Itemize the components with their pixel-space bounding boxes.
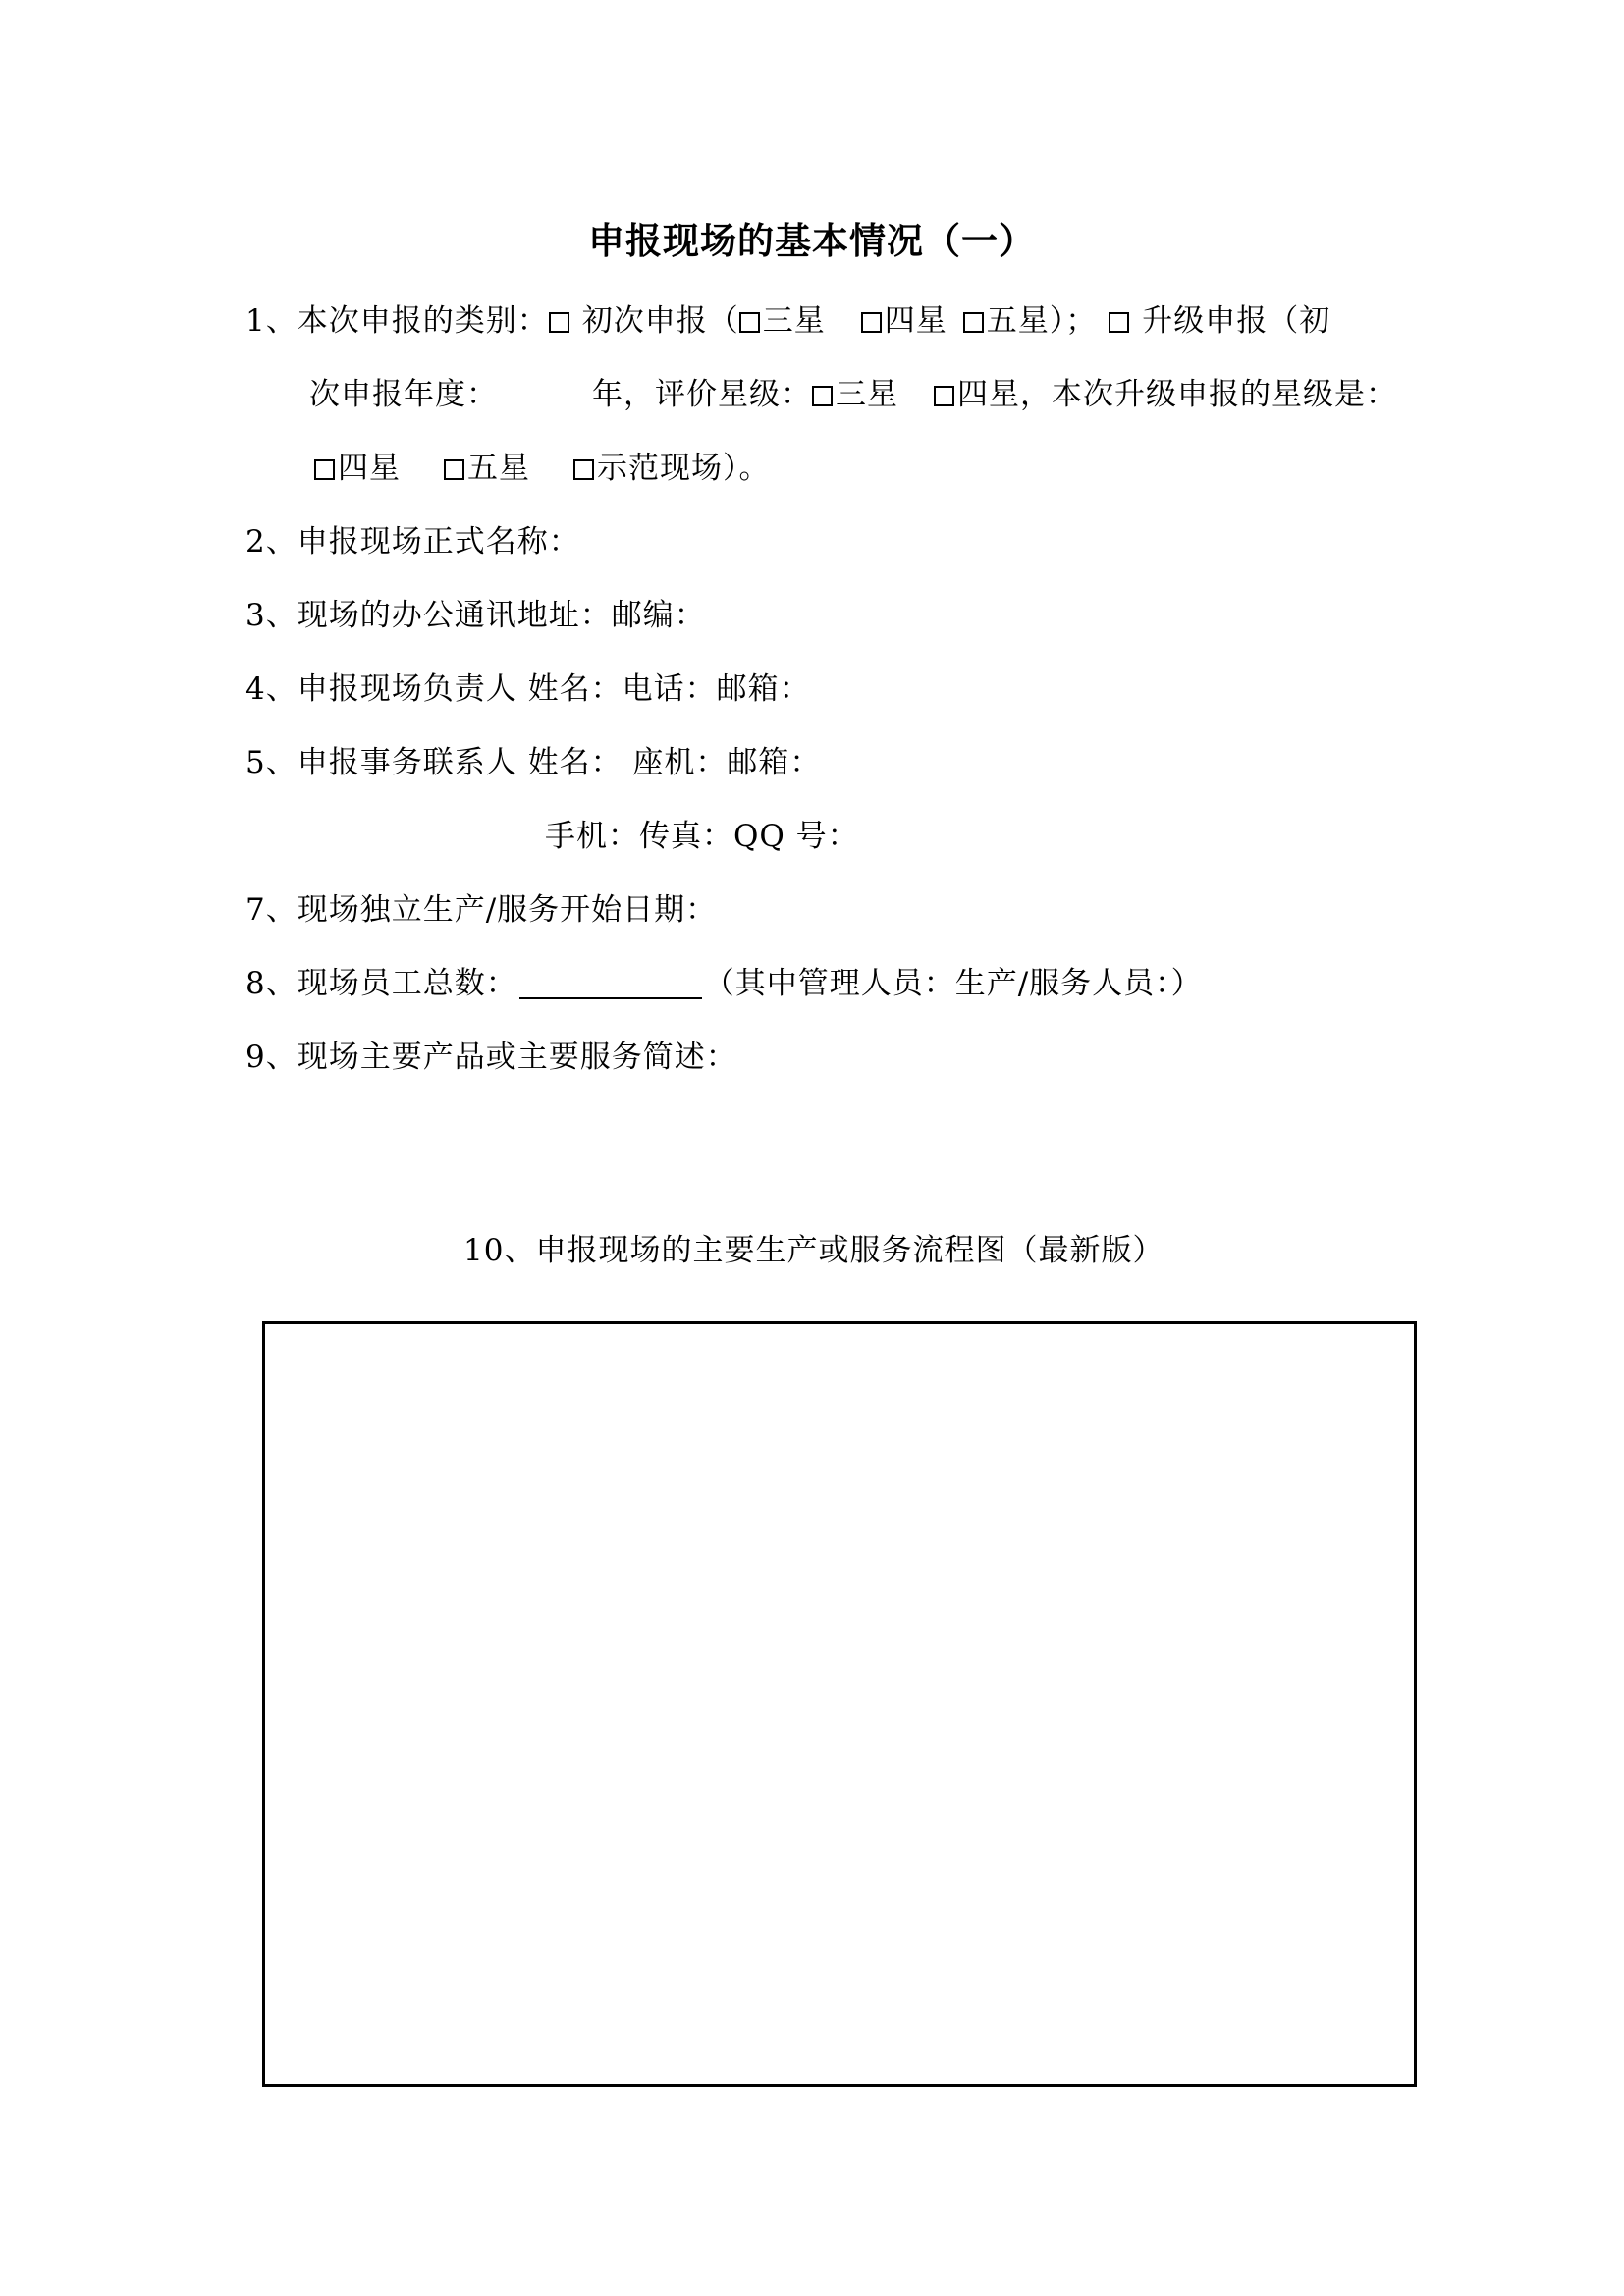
checkbox-upgrade-star5[interactable] [444,459,464,480]
item5-contact-line2: 手机：传真：QQ 号： [545,819,859,854]
item8-prefix: 8、现场员工总数： [245,966,517,1001]
item1-year-label: 次申报年度： [309,377,498,412]
item1-demo-label: 示范现场）。 [597,451,771,486]
checkbox-initial[interactable] [549,312,569,333]
item1-star5-label: 五星 [986,303,1050,339]
item2-site-name: 2、申报现场正式名称： [245,524,580,560]
item1-upgrade-star5-label: 五星 [467,451,530,486]
checkbox-initial-star5[interactable] [963,312,984,333]
item1-rated-star3-label: 三星 [836,377,898,412]
item1-line3 [314,444,771,493]
item1-line2 [309,370,1397,419]
item1-initial-label: 初次申报（ [581,303,739,339]
item4-manager: 4、申报现场负责人 姓名：电话：邮箱： [245,671,811,707]
item1-upgrade-star4-label: 四星 [338,451,401,486]
checkbox-demo-site[interactable] [573,459,594,480]
item1-line1 [245,296,1330,346]
checkbox-rated-star4[interactable] [934,386,954,406]
staff-total-blank[interactable] [519,966,702,999]
item1-star3-label: 三星 [762,303,826,339]
item1-rated-star4-label: 四星，本次升级申报的星级是： [957,377,1397,412]
item1-upgrade-label: 升级申报（初 [1142,303,1331,339]
item8-suffix: （其中管理人员：生产/服务人员：） [703,966,1203,1001]
item1-initial-close: ）； [1049,303,1098,339]
item3-address: 3、现场的办公通讯地址：邮编： [245,598,706,633]
item5-contact: 5、申报事务联系人 姓名： 座机：邮箱： [245,745,822,780]
checkbox-initial-star4[interactable] [861,312,882,333]
item1-star4-label: 四星 [884,303,947,339]
checkbox-upgrade[interactable] [1109,312,1129,333]
checkbox-initial-star3[interactable] [739,312,760,333]
page-title: 申报现场的基本情况（一） [588,220,1036,262]
item1-prefix: 1、本次申报的类别： [245,303,549,339]
item7-start-date: 7、现场独立生产/服务开始日期： [245,892,718,928]
checkbox-upgrade-star4[interactable] [314,459,335,480]
flowchart-box[interactable] [262,1321,1417,2087]
checkbox-rated-star3[interactable] [812,386,833,406]
item10-caption: 10、申报现场的主要生产或服务流程图（最新版） [463,1233,1164,1268]
item1-rating-label: 年，评价星级： [592,377,812,412]
item9-products: 9、现场主要产品或主要服务简述： [245,1040,737,1075]
item8-staff-total [245,959,1203,1008]
